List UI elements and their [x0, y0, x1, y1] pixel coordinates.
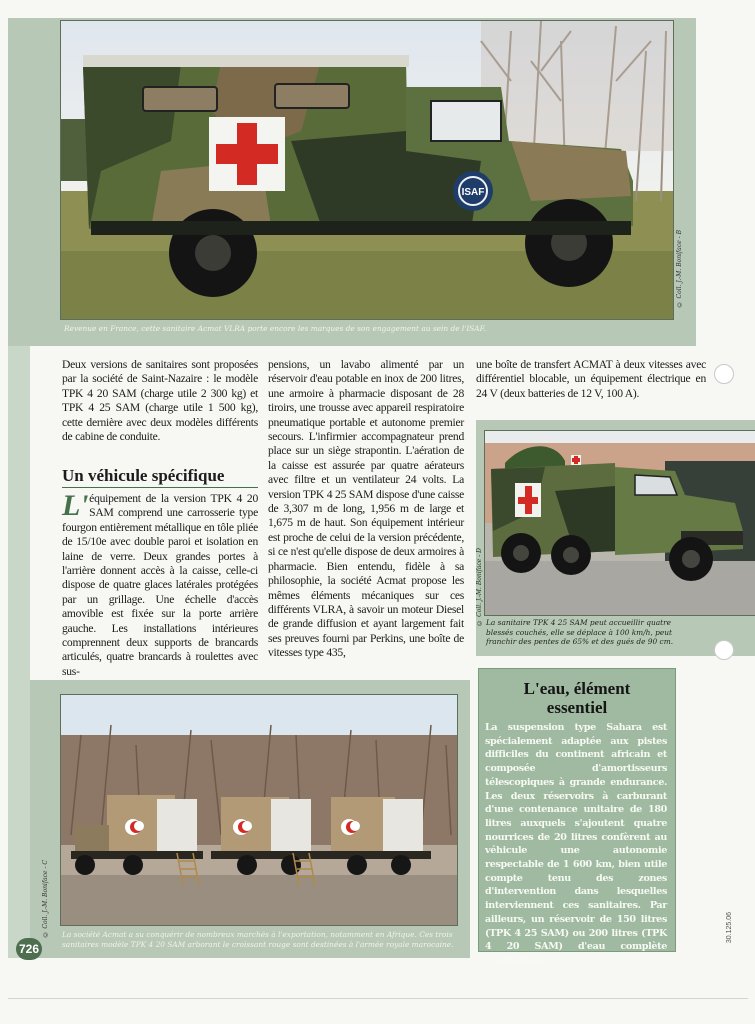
section-heading: Un véhicule spécifique [62, 466, 225, 485]
top-photo [60, 20, 674, 320]
top-photo-caption: Revenue en France, cette sanitaire Acmat VLRA porte encore les marques de son engagement au sein de l'ISAF. [64, 324, 486, 333]
page-reference: 30.125.06 [726, 912, 733, 944]
right-photo-caption: La sanitaire TPK 4 25 SAM peut accueillir quatre blessés couchés, elle se déplace à 100 km/h, peut franchir des pentes de 65% et des gués de 90 cm. [486, 618, 674, 647]
column-3 [476, 358, 706, 401]
column-2-paragraph: pensions, un lavabo alimenté par un réservoir d'eau potable en inox de 200 litres, une armoire à pharmacie disposant de 28 tiroirs, une trousse avec appareil respiratoire pneumatique portable et autonome premier secours. L'infirmier accompagnateur prend place sur un siège strapontin. L'aération de la caisse est assurée par quatre aérateurs avec filtre et un ventilateur 24 volts. La version TPK 4 25 SAM dispose d'une caisse de 3,307 m de long, 1,956 m de large et 1,675 m de haut. Son équipement intérieur est proche de celui de la version précédente, si ce n'est qu'elle dispose de deux armoires à pharmacie. Bien entendu, fidèle à sa philosophie, la société Acmat propose les mêmes éléments mécaniques sur ces différents VLRA, à savoir un moteur Diesel de grande diffusion et ayant largement fait ses preuves fourni par Perkins, une boîte de vitesses type 435, [268, 358, 464, 660]
column-3-paragraph: une boîte de transfert ACMAT à deux vitesses avec différentiel blocable, un équipement électrique en 24 V (deux batteries de 12 V, 100 A). [476, 358, 706, 400]
intro-paragraph: Deux versions de sanitaires sont proposées par la société de Saint-Nazaire : le modèle TPK 4 20 SAM (charge utile 2 300 kg) et TPK 4 25 SAM (charge utile 1 500 kg), cette dernière avec deux modèles différents de cabine de conduite. [62, 358, 258, 444]
right-photo [484, 430, 755, 616]
column-2 [268, 358, 464, 661]
sidebar-title: L'eau, élément essentiel [523, 679, 631, 717]
column-1-paragraph: équipement de la version TPK 4 20 SAM comprend une carrosserie type fourgon entièrement métallique en tôle pliée de 15/10e avec double paroi et isolation en laine de verre. Deux grandes portes à l'arrière donnent accès à la caisse, celle-ci dispose de quatre glaces latérales protégées par un grillage. Une échelle d'accès amovible est fixée sur la porte arrière gauche. Les installations intérieures comprennent deux supports de brancards articulés, quatre brancards à roulettes avec sus- [62, 492, 258, 678]
bottom-photo-credit: © Coll. J.-M. Boniface - C [42, 860, 49, 938]
footer-rule [8, 998, 748, 999]
right-photo-credit: © Coll. J.-M. Boniface - D [476, 548, 483, 626]
binder-hole-bottom [714, 640, 734, 660]
bottom-photo-caption: La société Acmat a su conquérir de nombreux marchés à l'exportation, notamment en Afrique. Ces trois sanitaires modèle TPK 4 20 SAM arborant le croissant rouge sont destinées à l'armée royale marocaine. [62, 930, 454, 949]
top-photo-credit: © Coll. J.-M. Boniface - B [676, 230, 683, 308]
page-number: 726 [16, 938, 42, 960]
binder-hole-top [714, 364, 734, 384]
heading-rule [62, 487, 258, 488]
left-edge-band [8, 346, 30, 958]
sidebar-box [478, 668, 676, 966]
dropcap: L' [62, 489, 89, 522]
bottom-photo [60, 694, 458, 926]
isaf-label: ISAF [461, 187, 485, 198]
column-1-body [62, 489, 258, 679]
sidebar-text: La suspension type Sahara est spécialement adaptée aux pistes difficiles du continent africain et composée d'amortisseurs télescopiques à grande endurance. Les deux réservoirs à carburant d'une contenance unitaire de 180 litres auxquels s'ajoutent quatre nourrices de 20 litres confèrent au véhicule une autonomie respectable de 1 600 km, bien utile compte tenu des zones d'intervention dans lesquelles interviennent ces sanitaires. Par ailleurs, un réservoir de 150 litres (TPK 4 25 SAM) ou 200 litres (TPK 4 20 SAM) d'eau complète l'équipement. [485, 722, 667, 966]
column-1-intro [62, 358, 258, 444]
